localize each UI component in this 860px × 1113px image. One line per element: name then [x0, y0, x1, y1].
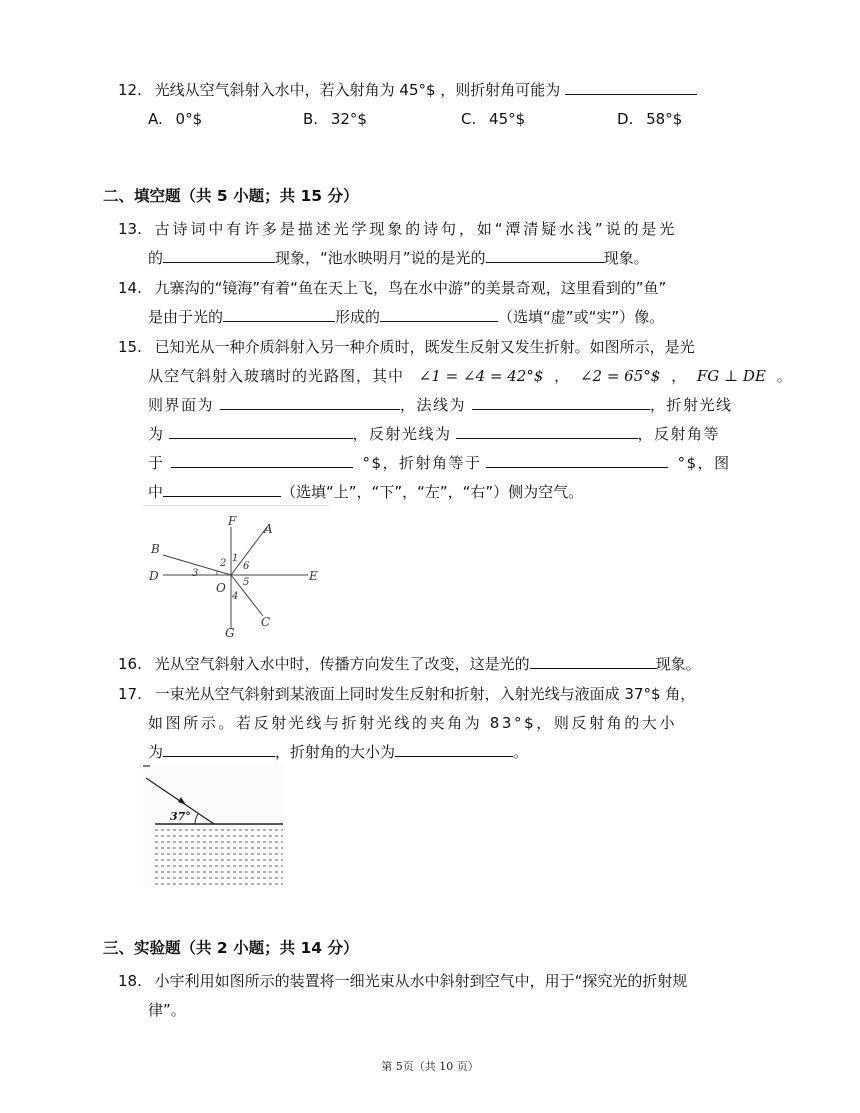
- q14-text: 九寨沟的“镜海”有着“鱼在天上飞，鸟在水中游”的美景奇观，这里看到的”鱼”: [154, 279, 667, 297]
- q15-text-zhong: 中: [148, 483, 164, 501]
- q15-text-reflected: ，反射光线为: [352, 425, 452, 443]
- q16-blank[interactable]: [530, 654, 656, 669]
- q15-text-tu: °$，图: [677, 454, 731, 472]
- q15-text-reflect-angle: ，反射角等: [637, 425, 721, 443]
- q13-text-c: 现象。: [603, 249, 649, 267]
- q16-line: [118, 654, 701, 674]
- label-a: A: [264, 522, 273, 536]
- q15-text-yu: 于: [148, 454, 165, 472]
- label-g: G: [225, 626, 235, 640]
- q12-stem: [118, 80, 697, 100]
- q15-math-perp: FG ⊥ DE: [696, 367, 766, 385]
- q15-text-wei: 为: [148, 425, 165, 443]
- q14-blank-2[interactable]: [380, 307, 498, 322]
- q17-text-3a: 为: [148, 743, 164, 761]
- q17-blank-reflect[interactable]: [163, 742, 275, 757]
- q17-blank-refract[interactable]: [395, 742, 513, 757]
- q14-text-b: 形成的: [335, 308, 381, 326]
- q15-blank-reflected[interactable]: [456, 424, 638, 439]
- q14-line1: [118, 278, 666, 298]
- q15-text-refracted: ，折射光线: [650, 396, 733, 414]
- q14-line2: [148, 307, 664, 327]
- q17-text-3b: ，折射角的大小为: [275, 743, 396, 761]
- q17-text-3c: 。: [513, 743, 529, 761]
- label-b: B: [151, 542, 160, 556]
- label-angle-3: 3: [192, 568, 199, 579]
- q15-line3: [148, 395, 733, 415]
- q17-number: 17.: [118, 685, 142, 703]
- section-fill-in-title: 二、填空题（共 5 小题；共 15 分）: [103, 187, 359, 205]
- angle-label-37: 37°: [170, 810, 191, 823]
- q14-blank-1[interactable]: [223, 307, 335, 322]
- label-angle-2: 2: [220, 558, 227, 569]
- q13-text-a: 的: [148, 249, 164, 267]
- q15-light-path-diagram: [143, 505, 329, 645]
- q15-blank-normal[interactable]: [472, 395, 650, 410]
- q14-number: 14.: [118, 279, 142, 297]
- q16-text-a: 光从空气斜射入水中时，传播方向发生了改变，这是光的: [154, 655, 530, 673]
- q15-sep2: ，: [671, 367, 687, 385]
- q12-option-b[interactable]: [303, 109, 367, 129]
- option-label: C.: [461, 110, 477, 128]
- q12-answer-blank[interactable]: [565, 80, 697, 95]
- option-value: 45°$: [489, 110, 526, 128]
- q15-blank-reflect-angle[interactable]: [171, 453, 353, 468]
- q15-text-interface: 则界面为: [148, 396, 215, 414]
- section-experiment-title: 三、实验题（共 2 小题；共 14 分）: [103, 939, 359, 957]
- q15-line2: [148, 366, 792, 386]
- q16-number: 16.: [118, 655, 142, 673]
- figure-background: [143, 764, 283, 888]
- q17-line1: [118, 684, 695, 704]
- q12-text: 光线从空气斜射入水中，若入射角为 45°$ ，则折射角可能为: [154, 81, 561, 99]
- label-f: F: [228, 514, 237, 528]
- q15-math-angles: ∠1 = ∠4 = 42°$: [418, 367, 544, 385]
- q15-text-a: 从空气斜射入玻璃时的光路图，其中: [148, 367, 405, 385]
- label-angle-1: 1: [232, 553, 239, 564]
- page-footer: 第 5页（共 10 页）: [381, 1060, 479, 1073]
- q15-blank-refracted[interactable]: [169, 424, 353, 439]
- q15-blank-side[interactable]: [163, 482, 281, 497]
- q13-blank-2[interactable]: [486, 248, 604, 263]
- q15-text-side: （选填“上”，“下”，“左”，“右”）侧为空气。: [281, 483, 584, 501]
- q18-number: 18.: [118, 972, 142, 990]
- label-o: O: [216, 581, 226, 595]
- label-e: E: [309, 569, 318, 583]
- option-label: D.: [617, 110, 634, 128]
- option-label: B.: [303, 110, 319, 128]
- q14-text-c: （选填“虚”或“实”）像。: [498, 308, 665, 326]
- option-value: 0°$: [175, 110, 203, 128]
- q17-line3: [148, 742, 528, 762]
- q12-option-a[interactable]: [148, 109, 202, 129]
- q15-number: 15.: [118, 338, 142, 356]
- q13-number: 13.: [118, 220, 142, 238]
- label-angle-4: 4: [232, 591, 239, 602]
- q15-line1: [118, 337, 695, 357]
- q15-text-normal: ，法线为: [400, 396, 467, 414]
- label-angle-5: 5: [243, 577, 250, 588]
- q17-liquid-surface-diagram: [143, 764, 283, 888]
- q12-option-c[interactable]: [461, 109, 525, 129]
- q16-text-b: 现象。: [655, 655, 701, 673]
- q15-sep: ，: [554, 367, 570, 385]
- q17-text-2: 如图所示。若反射光线与折射光线的夹角为 83°$，则反射角的大小: [148, 714, 678, 732]
- q12-number: 12.: [118, 81, 142, 99]
- q15-text: 已知光从一种介质斜射入另一种介质时，既发生反射又发生折射。如图所示，是光: [154, 338, 695, 356]
- q15-line4: [148, 424, 720, 444]
- q13-line2: [148, 248, 649, 268]
- q15-line5: [148, 453, 731, 473]
- q18-line2: [148, 1000, 186, 1020]
- option-label: A.: [148, 110, 163, 128]
- q13-text-b: 现象，“池水映明月”说的是光的: [275, 249, 486, 267]
- label-d: D: [149, 569, 159, 583]
- q15-end: 。: [776, 367, 792, 385]
- q17-text-1: 一束光从空气斜射到某液面上同时发生反射和折射，入射光线与液面成 37°$ 角，: [154, 685, 696, 703]
- q15-line6: [148, 482, 583, 502]
- q15-math-angle2: ∠2 = 65°$: [579, 367, 661, 385]
- option-value: 32°$: [330, 110, 367, 128]
- q17-line2: [148, 713, 677, 733]
- option-value: 58°$: [646, 110, 683, 128]
- label-angle-6: 6: [243, 561, 250, 572]
- q13-blank-1[interactable]: [163, 248, 275, 263]
- q13-text: 古诗词中有许多是描述光学现象的诗句，如“潭清疑水浅”说的是光: [154, 220, 678, 238]
- q15-text-refract-angle: °$，折射角等于: [362, 454, 482, 472]
- q18-text-1: 小宇利用如图所示的装置将一细光束从水中斜射到空气中，用于“探究光的折射规: [154, 972, 688, 990]
- label-c: C: [261, 615, 271, 629]
- q14-text-a: 是由于光的: [148, 308, 224, 326]
- q15-blank-interface[interactable]: [220, 395, 400, 410]
- q12-option-d[interactable]: [617, 109, 682, 129]
- q18-text-2: 律”。: [148, 1001, 186, 1019]
- q18-line1: [118, 971, 687, 991]
- q15-blank-refract-angle[interactable]: [486, 453, 668, 468]
- q13-line1: [118, 219, 677, 239]
